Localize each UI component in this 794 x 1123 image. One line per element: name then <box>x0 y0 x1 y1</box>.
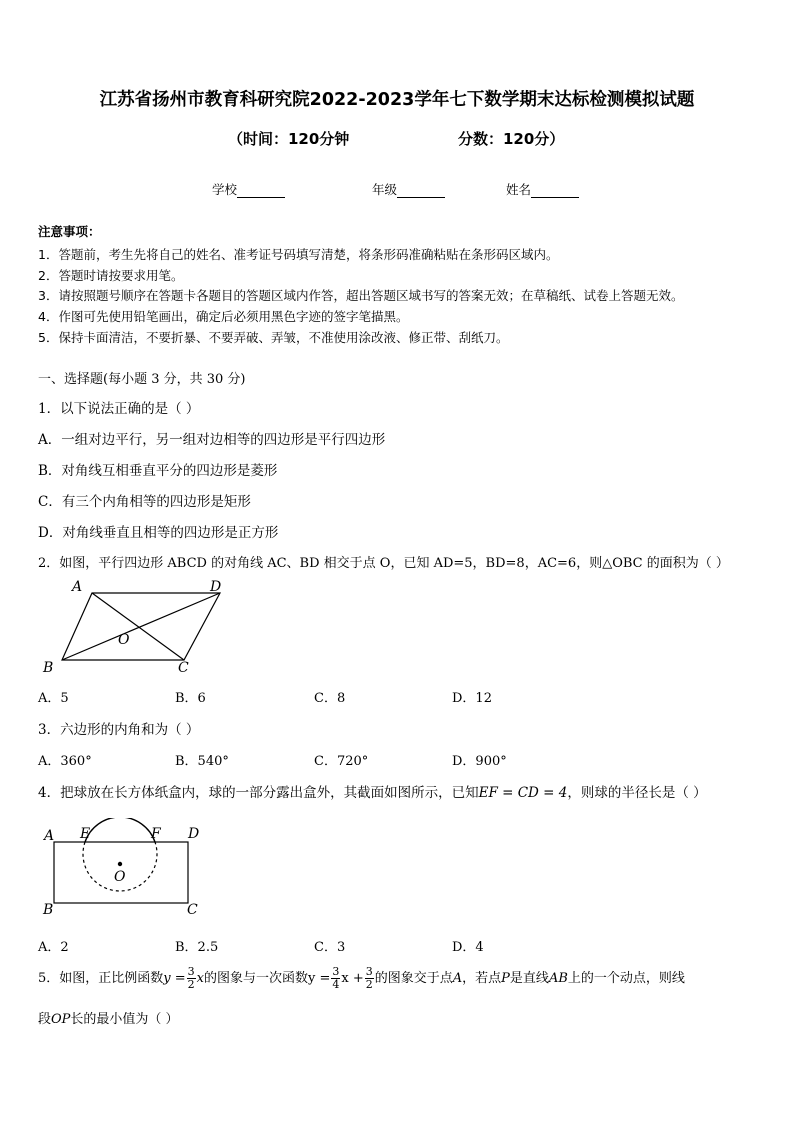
q5-text: 上的一个动点，则线 <box>567 971 685 986</box>
q1-option-a[interactable]: A．一组对边平行，另一组对边相等的四边形是平行四边形 <box>38 432 386 448</box>
q5-fraction <box>331 966 340 991</box>
diagonal-ac <box>92 593 184 660</box>
q5-y: y = <box>308 971 331 986</box>
school-blank[interactable] <box>237 184 285 198</box>
label-a: A <box>44 828 55 844</box>
exposed-arc <box>85 818 155 842</box>
name-blank[interactable] <box>531 184 579 198</box>
q2-stem: 2．如图，平行四边形 ABCD 的对角线 AC、BD 相交于点 O，已知 AD=5，BD=8，AC=6，则△OBC 的面积为（ ） <box>38 556 729 571</box>
q3-stem: 3．六边形的内角和为（ ） <box>38 722 200 738</box>
label-f: F <box>151 826 161 842</box>
q5-x: x <box>196 971 204 986</box>
q4-expression: EF = CD = 4 <box>478 785 568 801</box>
q4-stem <box>38 781 707 801</box>
fraction-denominator: 2 <box>365 978 373 991</box>
q5-line-ab: AB <box>548 971 568 986</box>
name-label: 姓名 <box>506 182 532 197</box>
q5-text: 段 <box>38 1012 52 1027</box>
q5-text: ，若点 <box>462 971 502 986</box>
q2-parallelogram-figure <box>38 576 238 676</box>
q2-option-d[interactable]: D．12 <box>452 691 492 706</box>
label-o: O <box>114 869 126 885</box>
label-b: B <box>43 660 54 676</box>
q5-text: 的图象交于点 <box>374 971 453 986</box>
q5-fraction <box>187 966 196 991</box>
q4-stem-text: 4．把球放在长方体纸盒内，球的一部分露出盒外，其截面如图所示，已知 <box>38 785 479 801</box>
school-label: 学校 <box>212 182 238 197</box>
q2-option-b[interactable]: B．6 <box>175 691 206 706</box>
label-e: E <box>80 826 91 842</box>
q5-text: 的图象与一次函数 <box>204 971 309 986</box>
label-d: D <box>188 826 200 842</box>
notice-item: 1．答题前，考生先将自己的姓名、准考证号码填写清楚，将条形码准确粘贴在条形码区域内。 <box>38 247 559 262</box>
grade-field[interactable] <box>372 180 445 198</box>
q5-text: 5．如图，正比例函数 <box>38 971 164 986</box>
q2-option-c[interactable]: C．8 <box>314 691 346 706</box>
fraction-denominator: 2 <box>187 978 195 991</box>
q4-stem-text-end: ，则球的半径长是（ ） <box>567 785 707 801</box>
exam-time: （时间：120分钟 <box>228 130 350 148</box>
school-field[interactable] <box>212 180 285 198</box>
q1-option-c[interactable]: C．有三个内角相等的四边形是矩形 <box>38 494 251 510</box>
q4-box-ball-figure <box>38 818 218 918</box>
grade-label: 年级 <box>372 182 398 197</box>
q5-x-plus: x + <box>341 971 364 986</box>
q4-option-a[interactable]: A．2 <box>38 940 69 955</box>
notice-item: 5．保持卡面清洁，不要折暴、不要弄破、弄皱，不准使用涂改液、修正带、刮纸刀。 <box>38 330 509 345</box>
q3-option-a[interactable]: A．360° <box>38 754 92 769</box>
q5-point-a: A <box>452 971 463 986</box>
exam-score: 分数：120分） <box>458 130 565 148</box>
label-a: A <box>72 579 83 595</box>
q4-option-b[interactable]: B．2.5 <box>175 940 219 955</box>
notice-item: 3．请按照题号顺序在答题卡各题目的答题区域内作答，超出答题区域书写的答案无效；在草稿纸、试卷上答题无效。 <box>38 288 684 303</box>
fraction-denominator: 4 <box>332 978 340 991</box>
fraction-numerator: 3 <box>332 965 340 978</box>
q5-text: 长的最小值为（ ） <box>70 1012 179 1027</box>
fraction-numerator: 3 <box>365 965 373 978</box>
q1-stem: 1．以下说法正确的是（ ） <box>38 401 200 417</box>
label-d: D <box>210 579 222 595</box>
label-o: O <box>118 632 130 648</box>
q1-option-d[interactable]: D．对角线垂直且相等的四边形是正方形 <box>38 525 279 541</box>
q3-option-c[interactable]: C．720° <box>314 754 369 769</box>
notice-item: 4．作图可先使用铅笔画出，确定后必须用黑色字迹的签字笔描黑。 <box>38 309 409 324</box>
name-field[interactable] <box>506 180 579 198</box>
notice-item: 2．答题时请按要求用笔。 <box>38 268 184 283</box>
q5-stem <box>38 964 685 994</box>
q4-option-d[interactable]: D．4 <box>452 940 484 955</box>
q5-stem-line2 <box>38 1008 179 1027</box>
fraction-numerator: 3 <box>187 965 195 978</box>
center-dot <box>118 862 122 866</box>
q1-option-b[interactable]: B．对角线互相垂直平分的四边形是菱形 <box>38 463 278 479</box>
diagonal-bd <box>62 593 220 660</box>
exam-title: 江苏省扬州市教育科研究院2022-2023学年七下数学期末达标检测模拟试题 <box>99 90 695 110</box>
q3-option-b[interactable]: B．540° <box>175 754 229 769</box>
grade-blank[interactable] <box>397 184 445 198</box>
label-c: C <box>187 902 198 918</box>
q3-option-d[interactable]: D．900° <box>452 754 507 769</box>
notice-heading: 注意事项： <box>38 224 101 239</box>
q2-option-a[interactable]: A．5 <box>38 691 69 706</box>
q4-option-c[interactable]: C．3 <box>314 940 346 955</box>
q5-text: 是直线 <box>509 971 549 986</box>
q5-segment-op: OP <box>51 1012 71 1027</box>
label-c: C <box>178 660 189 676</box>
q5-y: y = <box>163 971 186 986</box>
q5-point-p: P <box>501 971 510 986</box>
q5-fraction <box>365 966 374 991</box>
label-b: B <box>43 902 54 918</box>
section-heading: 一、选择题(每小题 3 分，共 30 分) <box>38 372 246 387</box>
